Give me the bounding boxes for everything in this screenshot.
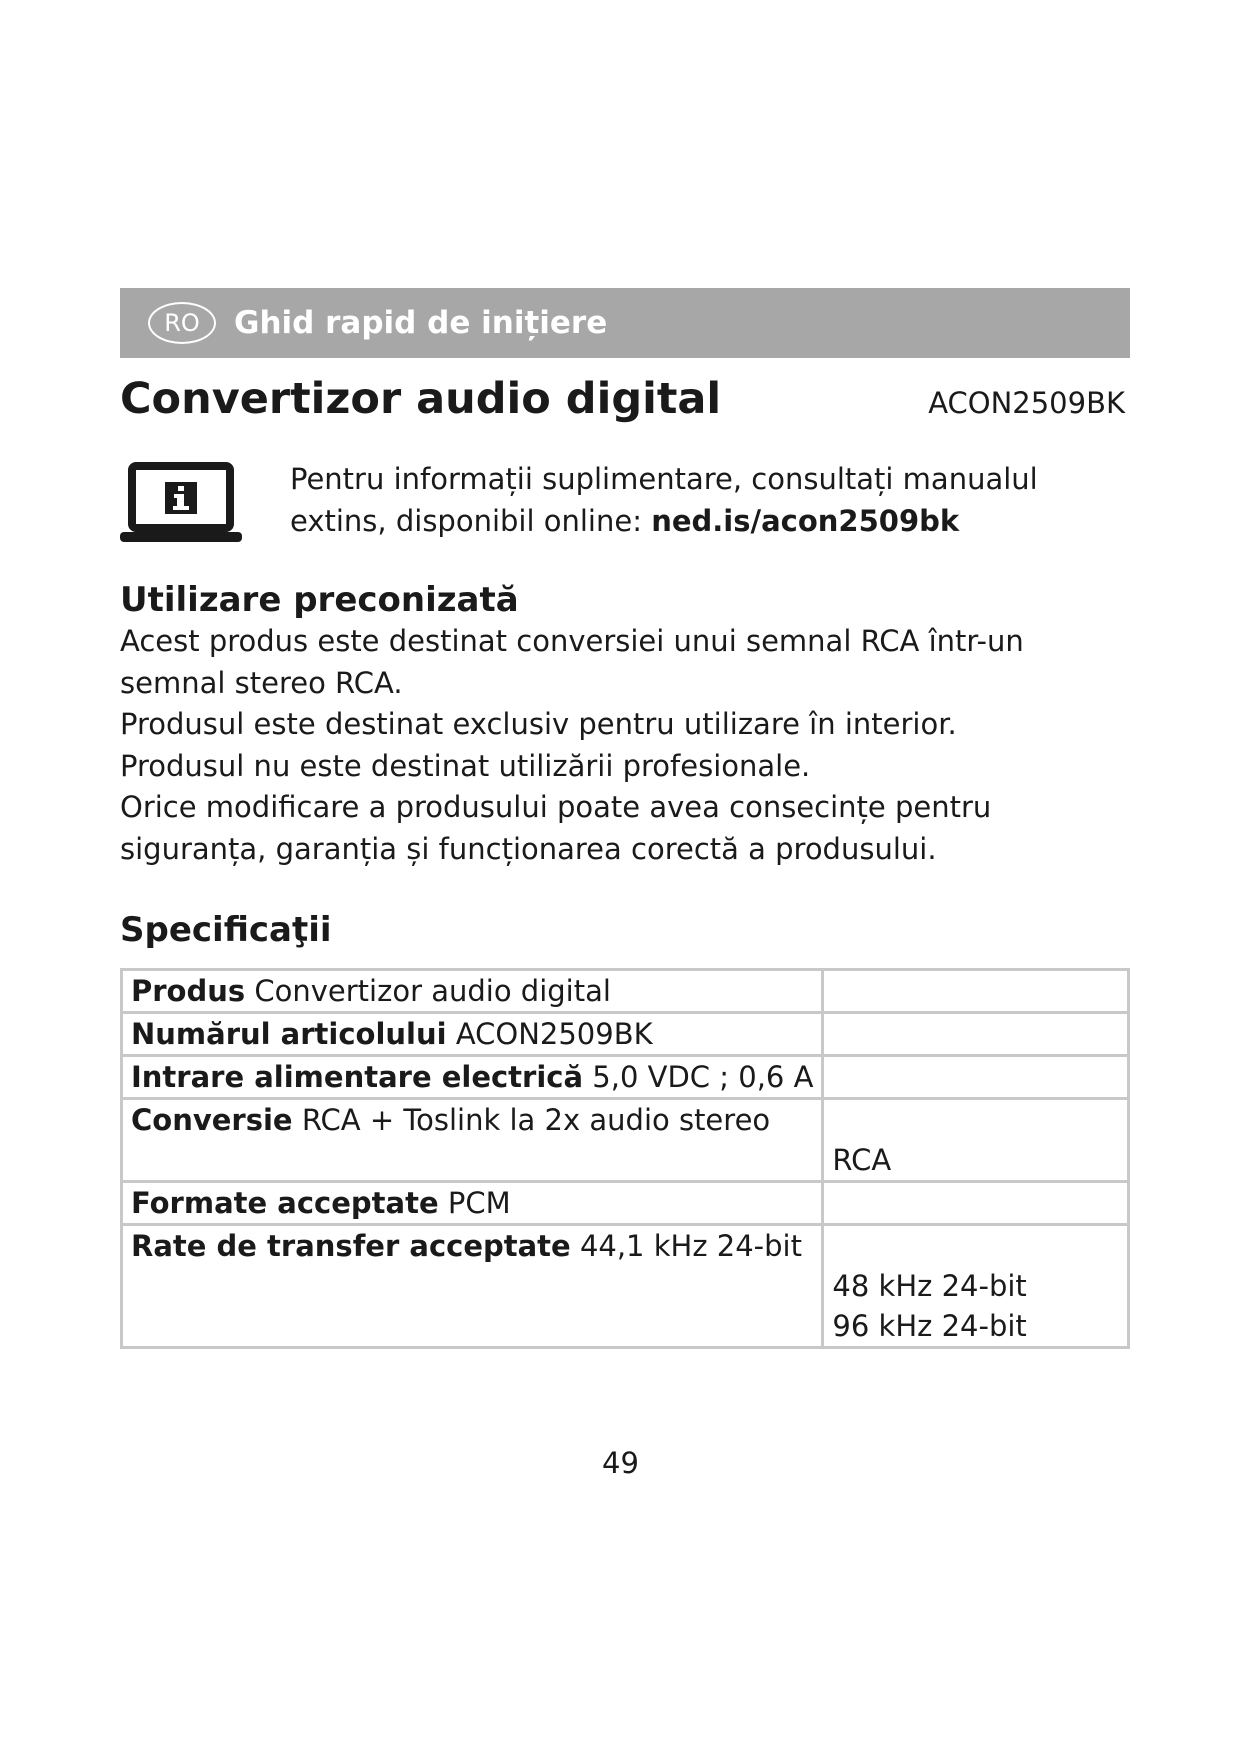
spec-label: Conversie: [131, 1103, 293, 1137]
spec-row: [122, 1182, 1129, 1225]
spec-label-cell: [122, 1099, 823, 1182]
spec-row: [122, 1099, 1129, 1182]
spec-value: PCM: [447, 1186, 511, 1220]
spec-label: Produs: [131, 974, 246, 1008]
spec-extra-cell: [823, 1099, 1129, 1182]
spec-row: [122, 1225, 1129, 1348]
spec-value: 44,1 kHz 24-bit: [579, 1229, 802, 1263]
spec-label: Rate de transfer acceptate: [131, 1229, 571, 1263]
spec-label-cell: [122, 1182, 823, 1225]
spec-extra-cell: [823, 1056, 1129, 1099]
spec-extra-line: 48 kHz 24-bit: [832, 1269, 1027, 1303]
spec-row: [122, 1013, 1129, 1056]
spec-value: ACON2509BK: [455, 1017, 653, 1051]
header-banner: [120, 288, 1130, 358]
spec-label: Intrare alimentare electrică: [131, 1060, 584, 1094]
spec-extra-cell: [823, 1182, 1129, 1225]
title-row: [120, 374, 1125, 424]
spec-extra-line: 96 kHz 24-bit: [832, 1309, 1027, 1343]
page-number: 49: [602, 1446, 639, 1480]
manual-link[interactable]: ned.is/acon2509bk: [651, 504, 960, 538]
banner-title: Ghid rapid de inițiere: [234, 305, 608, 341]
laptop-info-icon: [120, 462, 242, 546]
intended-use-body: [120, 621, 1120, 870]
info-description: Pentru informații suplimentare, consultați manualul extins, disponibil online:: [290, 462, 1038, 538]
product-title: Convertizor audio digital: [120, 374, 722, 424]
spec-label: Formate acceptate: [131, 1186, 439, 1220]
specifications-heading: Specificaţii: [120, 910, 332, 950]
info-text: [290, 458, 1110, 542]
spec-value: 5,0 VDC ; 0,6 A: [592, 1060, 814, 1094]
intended-use-paragraph: Produsul este destinat exclusiv pentru utilizare în interior.: [120, 707, 957, 741]
intended-use-paragraph: Orice modificare a produsului poate avea consecințe pentru siguranța, garanția și funcționarea corectă a produsului.: [120, 790, 992, 866]
spec-row: [122, 1056, 1129, 1099]
spec-label-cell: [122, 970, 823, 1013]
spec-extra-cell: [823, 970, 1129, 1013]
specifications-table: [120, 968, 1130, 1349]
spec-extra-cell: [823, 1225, 1129, 1348]
model-number: ACON2509BK: [928, 386, 1125, 420]
spec-extra-cell: [823, 1013, 1129, 1056]
spec-label-cell: [122, 1056, 823, 1099]
intended-use-paragraph: Produsul nu este destinat utilizării profesionale.: [120, 748, 811, 783]
spec-value: Convertizor audio digital: [254, 974, 611, 1008]
intended-use-heading: Utilizare preconizată: [120, 580, 519, 620]
intended-use-paragraph: Acest produs este destinat conversiei unui semnal RCA într-un semnal stereo RCA.: [120, 624, 1024, 700]
language-badge: RO: [148, 302, 216, 344]
spec-row: [122, 970, 1129, 1013]
spec-label-cell: [122, 1013, 823, 1056]
spec-value: RCA + Toslink la 2x audio stereo: [301, 1103, 771, 1137]
spec-extra-line: RCA: [832, 1143, 892, 1177]
spec-label: Numărul articolului: [131, 1017, 447, 1051]
spec-label-cell: [122, 1225, 823, 1348]
